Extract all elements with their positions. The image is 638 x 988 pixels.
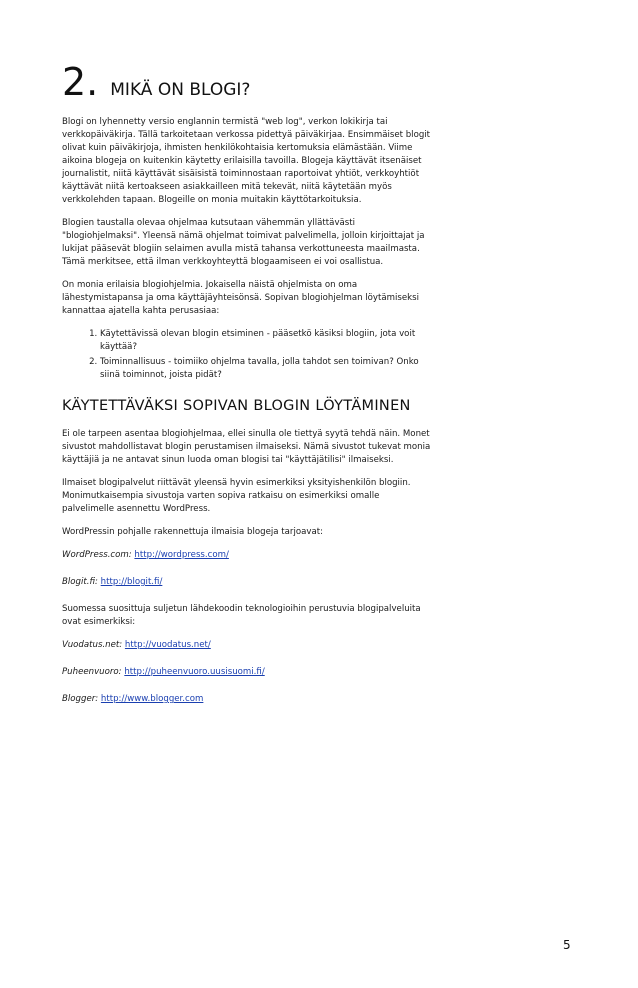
vuodatus-link[interactable]: http://vuodatus.net/ — [124, 640, 211, 650]
wordpress-link[interactable]: http://wordpress.com/ — [134, 550, 229, 560]
list-item: 2. Toiminnallisuus - toimiiko ohjelma tavalla, jolla tahdot sen toimivan? Onko siinä toiminnot, joista pidät? — [100, 356, 432, 382]
section-paragraph-2: Ilmaiset blogipalvelut riittävät yleensä hyvin esimerkiksi yksityishenkilön blogiin. Monimutkaisempia sivustoja varten sopiva ratkaisu on esimerkiksi omalle palvelimelle asennettu WordPress. — [62, 478, 411, 514]
link-entry-blogger — [62, 693, 432, 706]
link-entry-wordpress — [62, 549, 432, 562]
intro-paragraph-2: Blogien taustalla olevaa ohjelmaa kutsutaan vähemmän yllättävästi "blogiohjelmaksi". Yleensä nämä ohjelmat toimivat palvelimella, jolloin kirjoittajat ja lukijat pääsevät blogiin selaimen avulla mistä tahansa verkottuneesta maailmasta. Tämä merkitsee, että ilman verkkoyhteyttä blogaamiseen ei voi osallistua. — [62, 218, 425, 267]
link-label: Puheenvuoro: — [62, 667, 122, 677]
blogit-link[interactable]: http://blogit.fi/ — [100, 577, 163, 587]
chapter-title: MIKÄ ON BLOGI? — [110, 80, 251, 100]
link-entry-puheenvuoro — [62, 666, 432, 679]
section-paragraph-4: Suomessa suosittuja suljetun lähdekoodin teknologioihin perustuvia blogipalveluita ovat esimerkiksi: — [62, 604, 421, 627]
page-content — [62, 62, 432, 720]
link-entry-blogit — [62, 576, 432, 589]
intro-paragraph-1: Blogi on lyhennetty versio englannin termistä "web log", verkon lokikirja tai verkkopäiväkirja. Tällä tarkoitetaan verkossa pidettyä päiväkirjaa. Ensimmäiset blogit olivat kuin päiväkirjoja, ihmisten henkilökohtaisia kertomuksia elämästään. Viime aikoina blogeja on kuitenkin käytetty erilaisilla tavoilla. Blogeja käyttävät itsenäiset journalistit, niitä käyttävät sisäisistä toiminnostaan raportoivat yhtiöt, verkkoyhtiöt käyttävät niitä kertoakseen asiakkailleen mitä tekevät, niitä käytetään myös verkkolehden tapaan. Blogeille on monia muitakin käyttötarkoituksia. — [62, 117, 431, 205]
basics-list — [62, 328, 432, 382]
link-label: WordPress.com: — [62, 550, 132, 560]
link-label: Blogger: — [62, 694, 99, 704]
link-label: Blogit.fi: — [62, 577, 98, 587]
link-label: Vuodatus.net: — [62, 640, 123, 650]
section-paragraph-1: Ei ole tarpeen asentaa blogiohjelmaa, ellei sinulla ole tiettyä syytä tehdä näin. Monet sivustot mahdollistavat blogin perustamisen ilmaiseksi. Nämä sivustot tukevat monia käyttäjiä ja ne antavat sinun luoda oman blogisi tai "käyttäjätilisi" ilmaiseksi. — [62, 429, 431, 465]
list-item: 1. Käytettävissä olevan blogin etsiminen - pääsetkö käsiksi blogiin, jota voit käyttää? — [100, 328, 432, 354]
link-entry-vuodatus — [62, 639, 432, 652]
section-paragraph-3: WordPressin pohjalle rakennettuja ilmaisia blogeja tarjoavat: — [62, 527, 323, 537]
section-heading: KÄYTETTÄVÄKSI SOPIVAN BLOGIN LÖYTÄMINEN — [62, 398, 411, 414]
blogger-link[interactable]: http://www.blogger.com — [100, 694, 204, 704]
puheenvuoro-link[interactable]: http://puheenvuoro.uusisuomi.fi/ — [124, 667, 265, 677]
intro-paragraph-3: On monia erilaisia blogiohjelmia. Jokaisella näistä ohjelmista on oma lähestymistapansa ja oma käyttäjäyhteisönsä. Sopivan blogiohjelman löytämiseksi kannattaa ajatella kahta perusasiaa: — [62, 280, 419, 316]
chapter-heading — [62, 62, 432, 102]
page-number: 5 — [563, 938, 571, 952]
chapter-number: 2. — [62, 60, 99, 104]
